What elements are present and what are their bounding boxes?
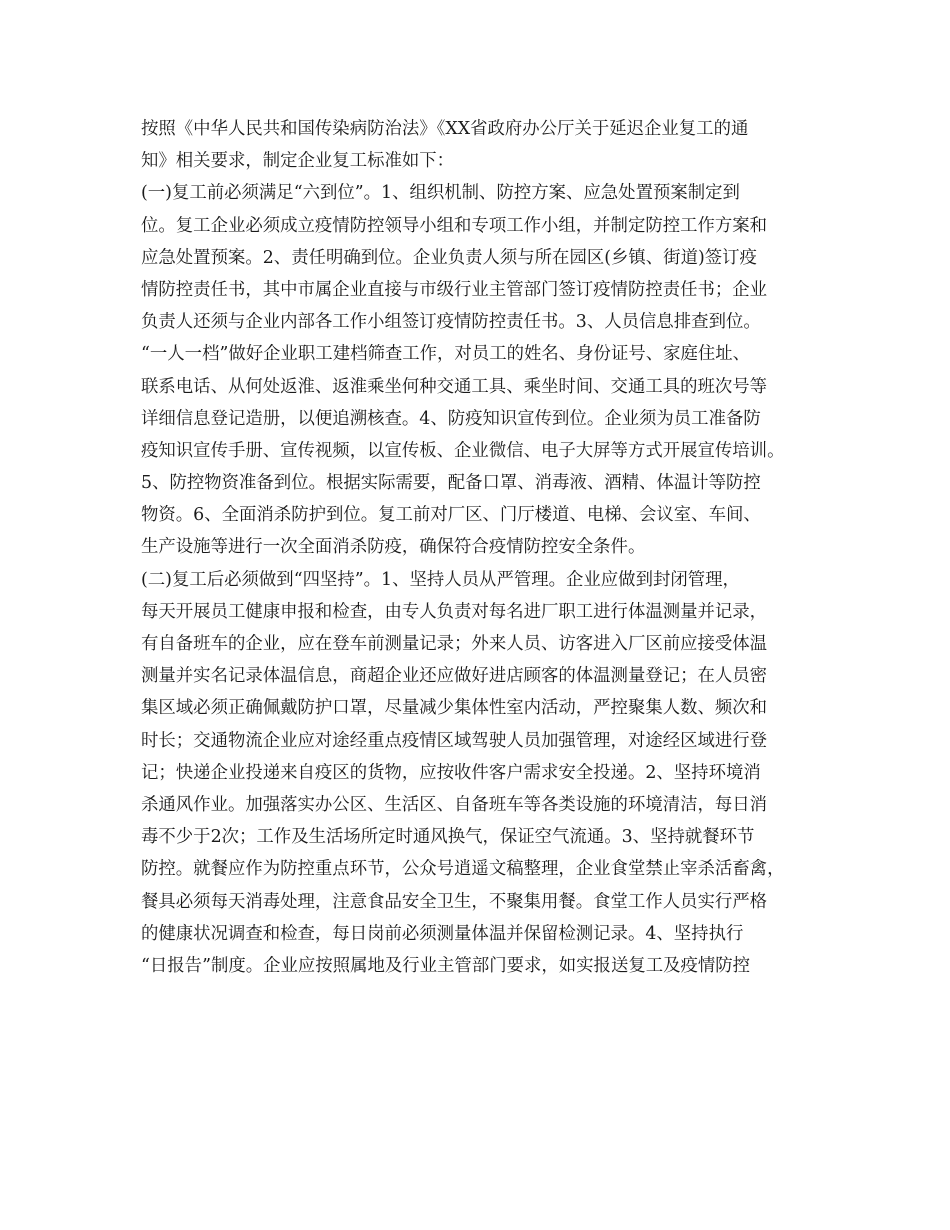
text-line: 联系电话、从何处返淮、返淮乘坐何种交通工具、乘坐时间、交通工具的班次号等 bbox=[141, 376, 768, 397]
text-line: 应急处置预案。2、责任明确到位。企业负责人须与所在园区(乡镇、街道)签订疫 bbox=[141, 247, 757, 268]
text-line: 按照《中华人民共和国传染病防治法》《XX省政府办公厅关于延迟企业复工的通 bbox=[141, 119, 749, 139]
text-line: 有自备班车的企业，应在登车前测量记录；外来人员、访客进入厂区前应接受体温 bbox=[141, 634, 768, 654]
text-line: 集区域必须正确佩戴防护口罩，尽量减少集体性室内活动，严控聚集人数、频次和 bbox=[141, 698, 768, 719]
text-line: (一)复工前必须满足“六到位”。1、组织机制、防控方案、应急处置预案制定到 bbox=[141, 183, 740, 204]
text-line: “日报告”制度。企业应按照属地及行业主管部门要求，如实报送复工及疫情防控 bbox=[141, 955, 751, 976]
text-line: 知》相关要求，制定企业复工标准如下： bbox=[141, 151, 455, 172]
text-line: 物资。6、全面消杀防护到位。复工前对厂区、门厅楼道、电梯、会议室、车间、 bbox=[141, 505, 761, 526]
text-line: 的健康状况调查和检查，每日岗前必须测量体温并保留检测记录。4、坚持执行 bbox=[141, 923, 744, 944]
text-line: 毒不少于2次；工作及生活场所定时通风换气，保证空气流通。3、坚持就餐环节 bbox=[141, 827, 755, 848]
text-line: 位。复工企业必须成立疫情防控领导小组和专项工作小组，并制定防控工作方案和 bbox=[141, 215, 768, 236]
text-line: 餐具必须每天消毒处理，注意食品安全卫生，不聚集用餐。食堂工作人员实行严格 bbox=[141, 891, 768, 912]
text-line: 每天开展员工健康申报和检查，由专人负责对每名进厂职工进行体温测量并记录， bbox=[141, 601, 768, 622]
text-line: 测量并实名记录体温信息，商超企业还应做好进店顾客的体温测量登记；在人员密 bbox=[141, 666, 768, 687]
text-line: 情防控责任书，其中市属企业直接与市级行业主管部门签订疫情防控责任书；企业 bbox=[141, 279, 768, 300]
text-line: 负责人还须与企业内部各工作小组签订疫情防控责任书。3、人员信息排查到位。 bbox=[141, 312, 761, 333]
text-line: 记；快递企业投递来自疫区的货物，应按收件客户需求安全投递。2、坚持环境消 bbox=[141, 762, 761, 783]
text-line: 详细信息登记造册，以便追溯核查。4、防疫知识宣传到位。企业须为员工准备防 bbox=[141, 408, 761, 429]
text-line: 5、防控物资准备到位。根据实际需要，配备口罩、消毒液、酒精、体温计等防控 bbox=[141, 473, 761, 494]
text-line: 生产设施等进行一次全面消杀防疫，确保符合疫情防控安全条件。 bbox=[141, 537, 646, 558]
text-line: 疫知识宣传手册、宣传视频，以宣传板、企业微信、电子大屏等方式开展宣传培训。 bbox=[141, 440, 785, 461]
text-line: 防控。就餐应作为防控重点环节，公众号逍遥文稿整理，企业食堂禁止宰杀活畜禽， bbox=[141, 859, 785, 880]
text-line: “一人一档”做好企业职工建档筛查工作，对员工的姓名、身份证号、家庭住址、 bbox=[141, 344, 751, 365]
text-line: 时长；交通物流企业应对途经重点疫情区域驾驶人员加强管理，对途经区域进行登 bbox=[141, 730, 768, 751]
document-body bbox=[141, 113, 831, 982]
text-line: (二)复工后必须做到“四坚持”。1、坚持人员从严管理。企业应做到封闭管理， bbox=[141, 569, 740, 590]
text-line: 杀通风作业。加强落实办公区、生活区、自备班车等各类设施的环境清洁，每日消 bbox=[141, 794, 768, 815]
